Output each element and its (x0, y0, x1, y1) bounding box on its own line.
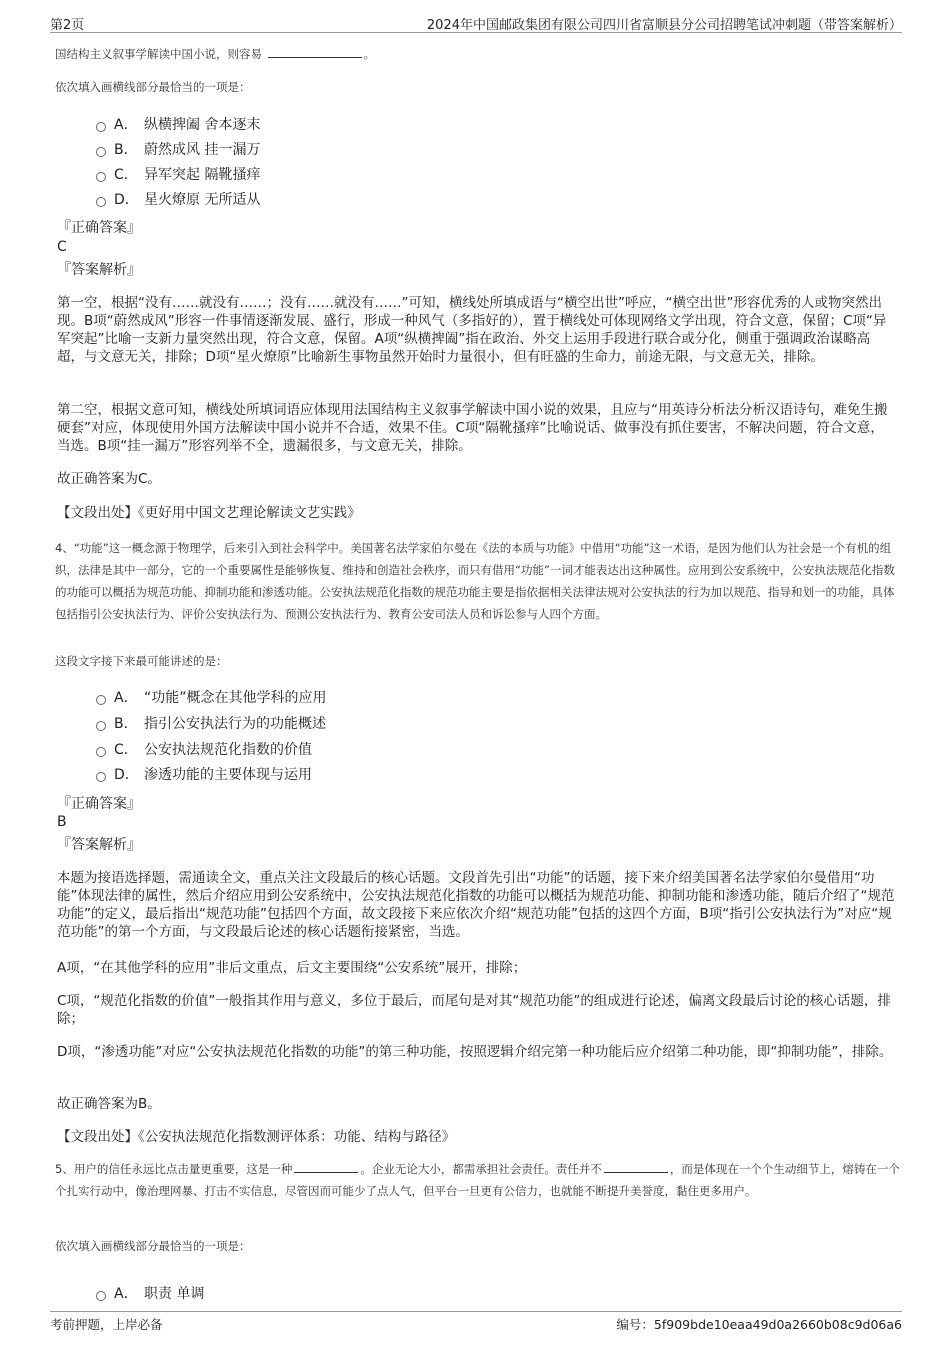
q4-option-c[interactable]: C． 公安执法规范化指数的价值 (96, 741, 312, 759)
q3-option-d[interactable]: D． 星火燎原 无所适从 (96, 191, 260, 209)
q3-prompt: 依次填入画横线部分最恰当的一项是： (55, 80, 251, 94)
q4-answer-label: 『正确答案』 (57, 796, 141, 812)
q4-option-b[interactable]: B． 指引公安执法行为的功能概述 (96, 715, 326, 733)
radio-icon[interactable] (96, 122, 106, 132)
q4-conclusion: 故正确答案为B。 (57, 1096, 161, 1112)
q4-prompt: 这段文字接下来最可能讲述的是： (55, 654, 228, 668)
q5-stem: 5、用户的信任永远比点击量更重要，这是一种 。企业无论大小，都需承担社会责任。责任并不 ，而是体现在一个个生动细节上，熔铸在一个个扎实行动中，像治理网暴、打击不实信息，尽管因而可能少了点人气，但平台一旦更有公信力，也就能不断提升美誉度，黏住更多用户。 (55, 1162, 900, 1198)
q4-analysis-paragraph: A项，“在其他学科的应用”非后文重点，后文主要围绕“公安系统”展开，排除； (57, 960, 527, 976)
q4-analysis-paragraph: D项，“渗透功能”对应“公安执法规范化指数的功能”的第三种功能，按照逻辑介绍完第一种功能后应介绍第二种功能，即“抑制功能”，排除。 (57, 1044, 893, 1060)
q4-analysis-paragraph: C项，“规范化指数的价值”一般指其作用与意义，多位于最后，而尾句是对其“规范功能”的组成进行论述，偏离文段最后讨论的核心话题，排除； (57, 993, 891, 1027)
radio-icon[interactable] (96, 695, 106, 705)
q3-answer: C (57, 239, 67, 255)
q4-option-d[interactable]: D． 渗透功能的主要体现与运用 (96, 766, 312, 784)
q4-source: 【文段出处】《公安执法规范化指数测评体系：功能、结构与路径》 (57, 1129, 456, 1145)
answer-blank (268, 45, 362, 58)
q5-prompt: 依次填入画横线部分最恰当的一项是： (55, 1239, 251, 1253)
q3-option-b[interactable]: B． 蔚然成风 挂一漏万 (96, 141, 260, 159)
page-number: 第2页 (50, 18, 85, 33)
q3-source: 【文段出处】《更好用中国文艺理论解读文艺实践》 (57, 505, 361, 521)
answer-blank (604, 1160, 668, 1173)
document-title: 2024年中国邮政集团有限公司四川省富顺县分公司招聘笔试冲刺题（带答案解析） (426, 18, 902, 33)
radio-icon[interactable] (96, 721, 106, 731)
q4-option-a[interactable]: A． “功能”概念在其他学科的应用 (96, 689, 327, 707)
radio-icon[interactable] (96, 772, 106, 782)
q3-stem-continuation: 国结构主义叙事学解读中国小说，则容易 。 (55, 47, 376, 61)
answer-blank (294, 1160, 358, 1173)
q4-analysis-paragraph: 本题为接语选择题，需通读全文，重点关注文段最后的核心话题。文段首先引出“功能”的话题，接下来介绍美国著名法学家伯尔曼借用“功能”体现法律的属性，然后介绍应用到公安系统中，公安执法规范化指数的功能可以概括为规范功能、抑制功能和渗透功能，随后介绍了“规范功能”的定义，最后指出“规范功能”包括四个方面，故文段接下来应依次介绍“规范功能”包括的这四个方面，B项“指引公安执法行为”对应“规范功能”的第一个方面，与文段最后论述的核心话题衔接紧密，当选。 (57, 870, 895, 940)
q3-analysis-paragraph: 第一空，根据“没有……就没有……；没有……就没有……”可知，横线处所填成语与“横空出世”呼应，“横空出世”形容优秀的人或物突然出现。B项“蔚然成风”形容一件事情逐渐发展、盛行，形成一种风气（多指好的），置于横线处可体现网络文学出现，符合文意，保留；C项“异军突起”比喻一支新力量突然出现，符合文意，保留。A项“纵横捭阖”指在政治、外交上运用手段进行联合或分化，侧重于强调政治谋略高超，与文意无关，排除；D项“星火燎原”比喻新生事物虽然开始时力量很小，但有旺盛的生命力，前途无限，与文意无关，排除。 (57, 295, 887, 365)
q3-answer-label: 『正确答案』 (57, 220, 141, 236)
document-code: 编号：5f909bde10eaa49d0a2660b08c9d06a6 (616, 1317, 902, 1332)
radio-icon[interactable] (96, 747, 106, 757)
page-header (50, 12, 902, 33)
q4-answer: B (57, 814, 67, 830)
q4-stem: 4、“功能”这一概念源于物理学，后来引入到社会科学中。美国著名法学家伯尔曼在《法的本质与功能》中借用“功能”这一术语，是因为他们认为社会是一个有机的组织，法律是其中一部分，它的一个重要属性是能够恢复、维持和创造社会秩序，而只有借用“功能”一词才能表达出这种属性。应用到公安系统中，公安执法规范化指数的功能可以概括为规范功能、抑制功能和渗透功能。公安执法规范化指数的规范功能主要是指依据相关法律法规对公安执法的行为加以规范、指导和划一的功能，具体包括指引公安执法行为、评价公安执法行为、预测公安执法行为、教育公安司法人员和诉讼参与人四个方面。 (55, 541, 895, 621)
q3-conclusion: 故正确答案为C。 (57, 471, 161, 487)
q3-analysis-label: 『答案解析』 (57, 262, 141, 278)
radio-icon[interactable] (96, 197, 106, 207)
page-footer (50, 1311, 902, 1332)
radio-icon[interactable] (96, 147, 106, 157)
radio-icon[interactable] (96, 172, 106, 182)
q4-analysis-label: 『答案解析』 (57, 837, 141, 853)
footer-slogan: 考前押题，上岸必备 (50, 1317, 163, 1332)
q3-option-c[interactable]: C． 异军突起 隔靴搔痒 (96, 166, 260, 184)
q3-analysis-paragraph: 第二空，根据文意可知，横线处所填词语应体现用法国结构主义叙事学解读中国小说的效果，且应与“用英诗分析法分析汉语诗句，难免生搬硬套”对应，体现使用外国方法解读中国小说并不合适，效果不佳。C项“隔靴搔痒”比喻说话、做事没有抓住要害，不解决问题，符合文意，当选。B项“挂一漏万”形容列举不全，遗漏很多，与文意无关，排除。 (57, 402, 888, 454)
q3-option-a[interactable]: A． 纵横捭阖 舍本逐末 (96, 116, 260, 134)
q5-option-a[interactable]: A． 职责 单调 (96, 1285, 204, 1303)
radio-icon[interactable] (96, 1291, 106, 1301)
